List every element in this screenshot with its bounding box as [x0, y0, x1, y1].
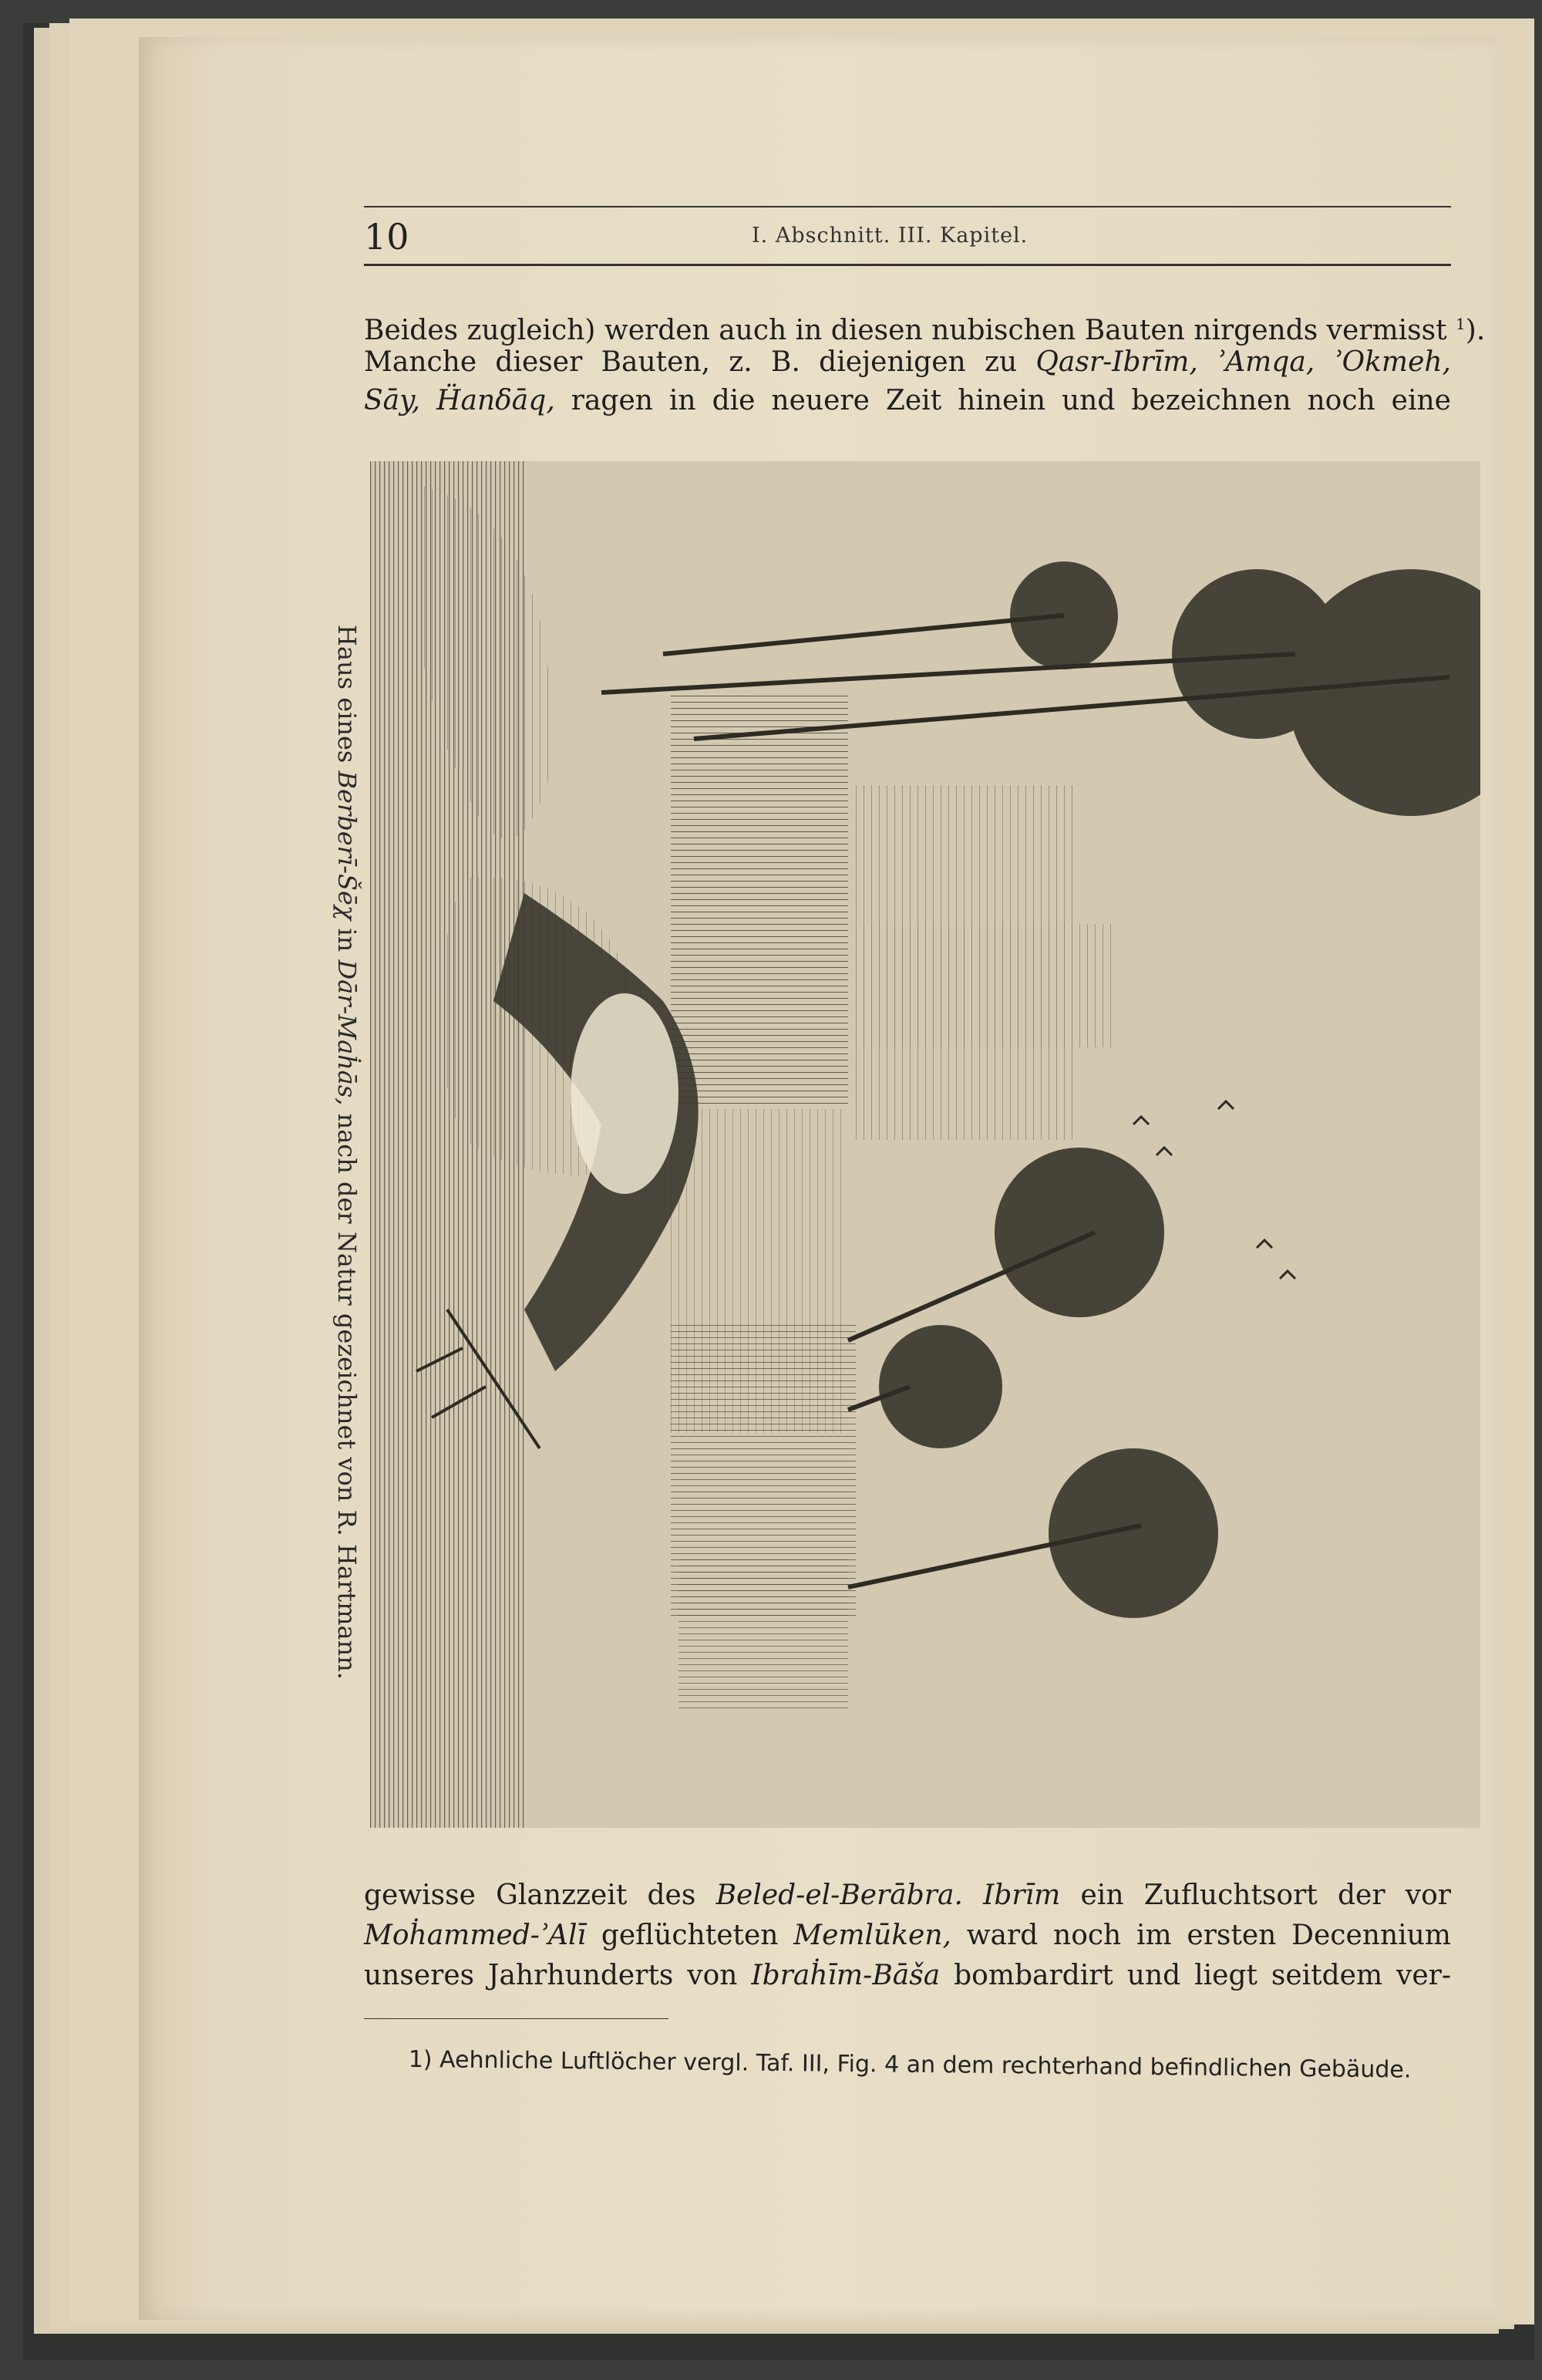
body-line: Beides zugleich) werden auch in diesen nubischen Bauten nirgends vermisst $^1$).	[364, 315, 1486, 346]
body-line: gewisse Glanzzeit des Beled-el-Berābra. Ibrīm ein Zufluchtsort der vor	[364, 1879, 1451, 1911]
header-rule-top	[364, 206, 1451, 207]
running-title: I. Abschnitt. III. Kapitel.	[752, 224, 1029, 248]
engraving-illustration	[370, 461, 1480, 1828]
header-rule-bottom	[364, 264, 1451, 266]
figure-caption: Haus eines Berberī-Šēχ in Dār-Maḣās, nach der Natur gezeichnet von R. Hartmann.	[332, 625, 362, 1680]
body-line: Sāy, Ḧanδāq, ragen in die neuere Zeit hinein und bezeichnen noch eine	[364, 385, 1451, 416]
footnote-text: Aehnliche Luftlöcher vergl. Taf. III, Fig. 4 an dem rechterhand befindlichen Gebäude.	[439, 2046, 1412, 2084]
footnote-marker: 1)	[408, 2046, 433, 2074]
engraving-drawing	[370, 461, 1480, 1828]
body-line: Manche dieser Bauten, z. B. diejenigen zu Qasr-Ibrīm, ʾAmqa, ʾOkmeh,	[364, 346, 1452, 378]
footnote-rule	[364, 2018, 668, 2019]
body-line: unseres Jahrhunderts von Ibraḣīm-Bāša bombardirt und liegt seitdem ver-	[364, 1960, 1451, 1991]
body-line: Moḣammed-ʾAlī geflüchteten Memlūken, ward noch im ersten Decennium	[364, 1920, 1451, 1951]
page-number: 10	[364, 216, 409, 258]
